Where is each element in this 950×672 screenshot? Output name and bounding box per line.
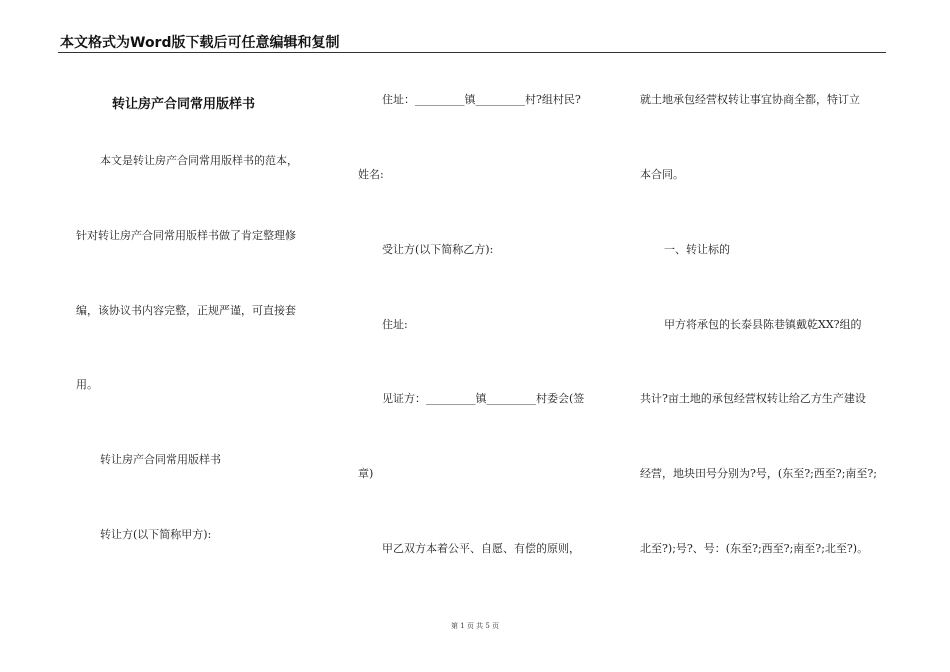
paragraph-line: 转让房产合同常用版样书	[100, 453, 221, 466]
paragraph-line: 甲乙双方本着公平、自愿、有偿的原则，	[382, 542, 580, 555]
paragraph-line: 共计?亩土地的承包经营权转让给乙方生产建设	[640, 392, 866, 405]
document-header-title: 本文格式为Word版下载后可任意编辑和复制	[60, 35, 340, 51]
paragraph-line: 本合同。	[640, 168, 684, 181]
paragraph-line: 针对转让房产合同常用版样书做了肯定整理修	[76, 229, 296, 242]
paragraph-line: 住址:	[382, 318, 408, 331]
page-footer: 第 1 页 共 5 页	[450, 622, 500, 630]
paragraph-line: 编，该协议书内容完整，正规严谨，可直接套	[76, 304, 296, 317]
paragraph-line: 章)	[358, 467, 374, 480]
paragraph-line: 姓名:	[358, 168, 384, 181]
paragraph-line: 见证方：_________镇_________村委会(签	[382, 392, 585, 405]
section-heading: 一、转让标的	[664, 243, 730, 256]
paragraph-line: 就土地承包经营权转让事宜协商全都，特订立	[640, 93, 860, 106]
paragraph-line: 用。	[76, 378, 98, 391]
paragraph-line: 转让方(以下简称甲方):	[100, 528, 212, 541]
paragraph-line: 甲方将承包的长泰县陈巷镇戴乾XX?组的	[664, 318, 862, 331]
document-title: 转让房产合同常用版样书	[112, 97, 256, 112]
column-2	[330, 0, 620, 672]
paragraph-line: 住址：_________镇_________村?组村民?	[382, 93, 581, 106]
column-1	[0, 0, 330, 672]
paragraph-line: 经营，地块田号分别为?号，(东至?;西至?;南至?;	[640, 467, 877, 480]
paragraph-line: 北至?);号?、号：(东至?;西至?;南至?;北至?)。	[640, 542, 869, 555]
paragraph-line: 本文是转让房产合同常用版样书的范本，	[100, 154, 298, 167]
column-3	[620, 0, 920, 672]
paragraph-line: 受让方(以下简称乙方):	[382, 243, 494, 256]
